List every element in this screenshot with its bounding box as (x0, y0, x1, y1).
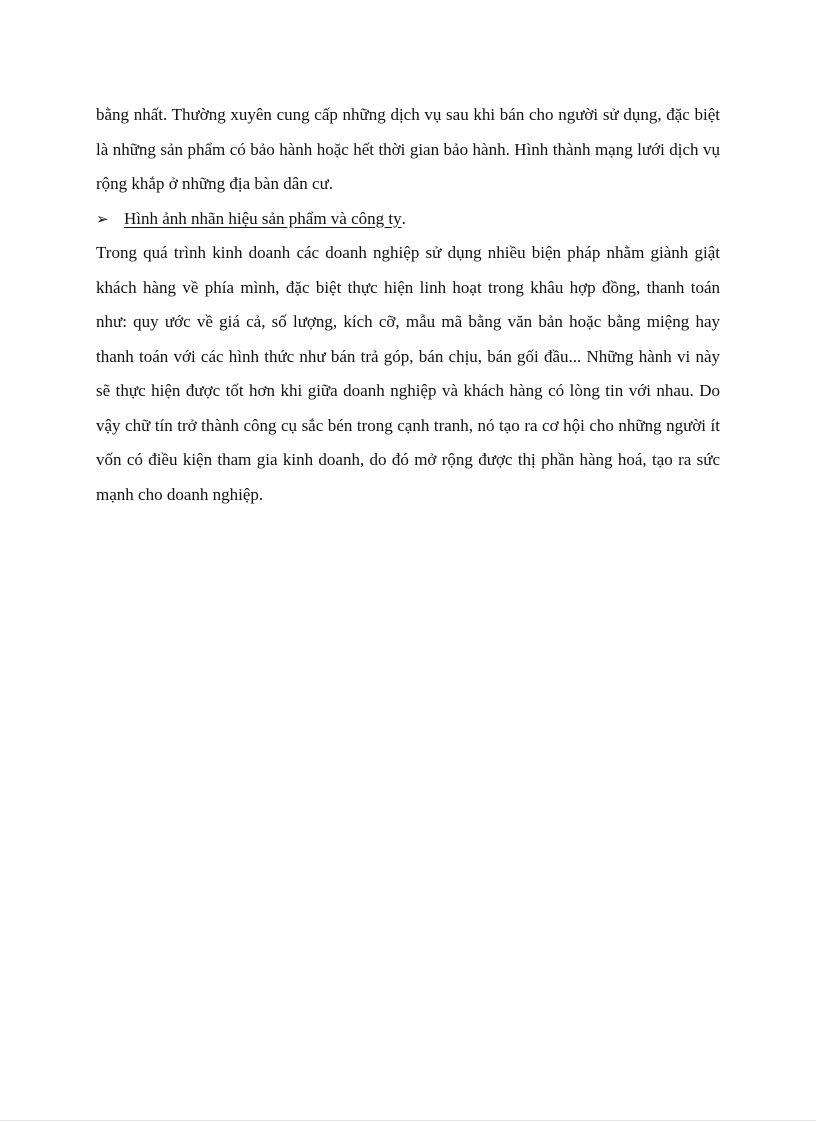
document-body (96, 98, 720, 512)
bullet-heading-period: . (401, 208, 406, 228)
bullet-item-brand-image (96, 202, 720, 237)
bullet-heading: Hình ảnh nhãn hiệu sản phẩm và công ty (124, 208, 402, 228)
page-bottom-edge (0, 1120, 816, 1121)
arrow-bullet-icon: ➢ (96, 209, 109, 228)
paragraph-service: bằng nhất. Thường xuyên cung cấp những dịch vụ sau khi bán cho người sử dụng, đặc biệt là những sản phẩm có bảo hành hoặc hết thời gian bảo hành. Hình thành mạng lưới dịch vụ rộng khắp ở những địa bàn dân cư. (96, 105, 720, 193)
paragraph-trust: Trong quá trình kinh doanh các doanh nghiệp sử dụng nhiều biện pháp nhằm giành giật khách hàng về phía mình, đặc biệt thực hiện linh hoạt trong khâu hợp đồng, thanh toán như: quy ước về giá cả, số lượng, kích cỡ, mẫu mã bằng văn bản hoặc bằng miệng hay thanh toán với các hình thức như bán trả góp, bán chịu, bán gối đầu... Những hành vi này sẽ thực hiện được tốt hơn khi giữa doanh nghiệp và khách hàng có lòng tin với nhau. Do vậy chữ tín trở thành công cụ sắc bén trong cạnh tranh, nó tạo ra cơ hội cho những người ít vốn có điều kiện tham gia kinh doanh, do đó mở rộng được thị phần hàng hoá, tạo ra sức mạnh cho doanh nghiệp. (96, 243, 720, 504)
